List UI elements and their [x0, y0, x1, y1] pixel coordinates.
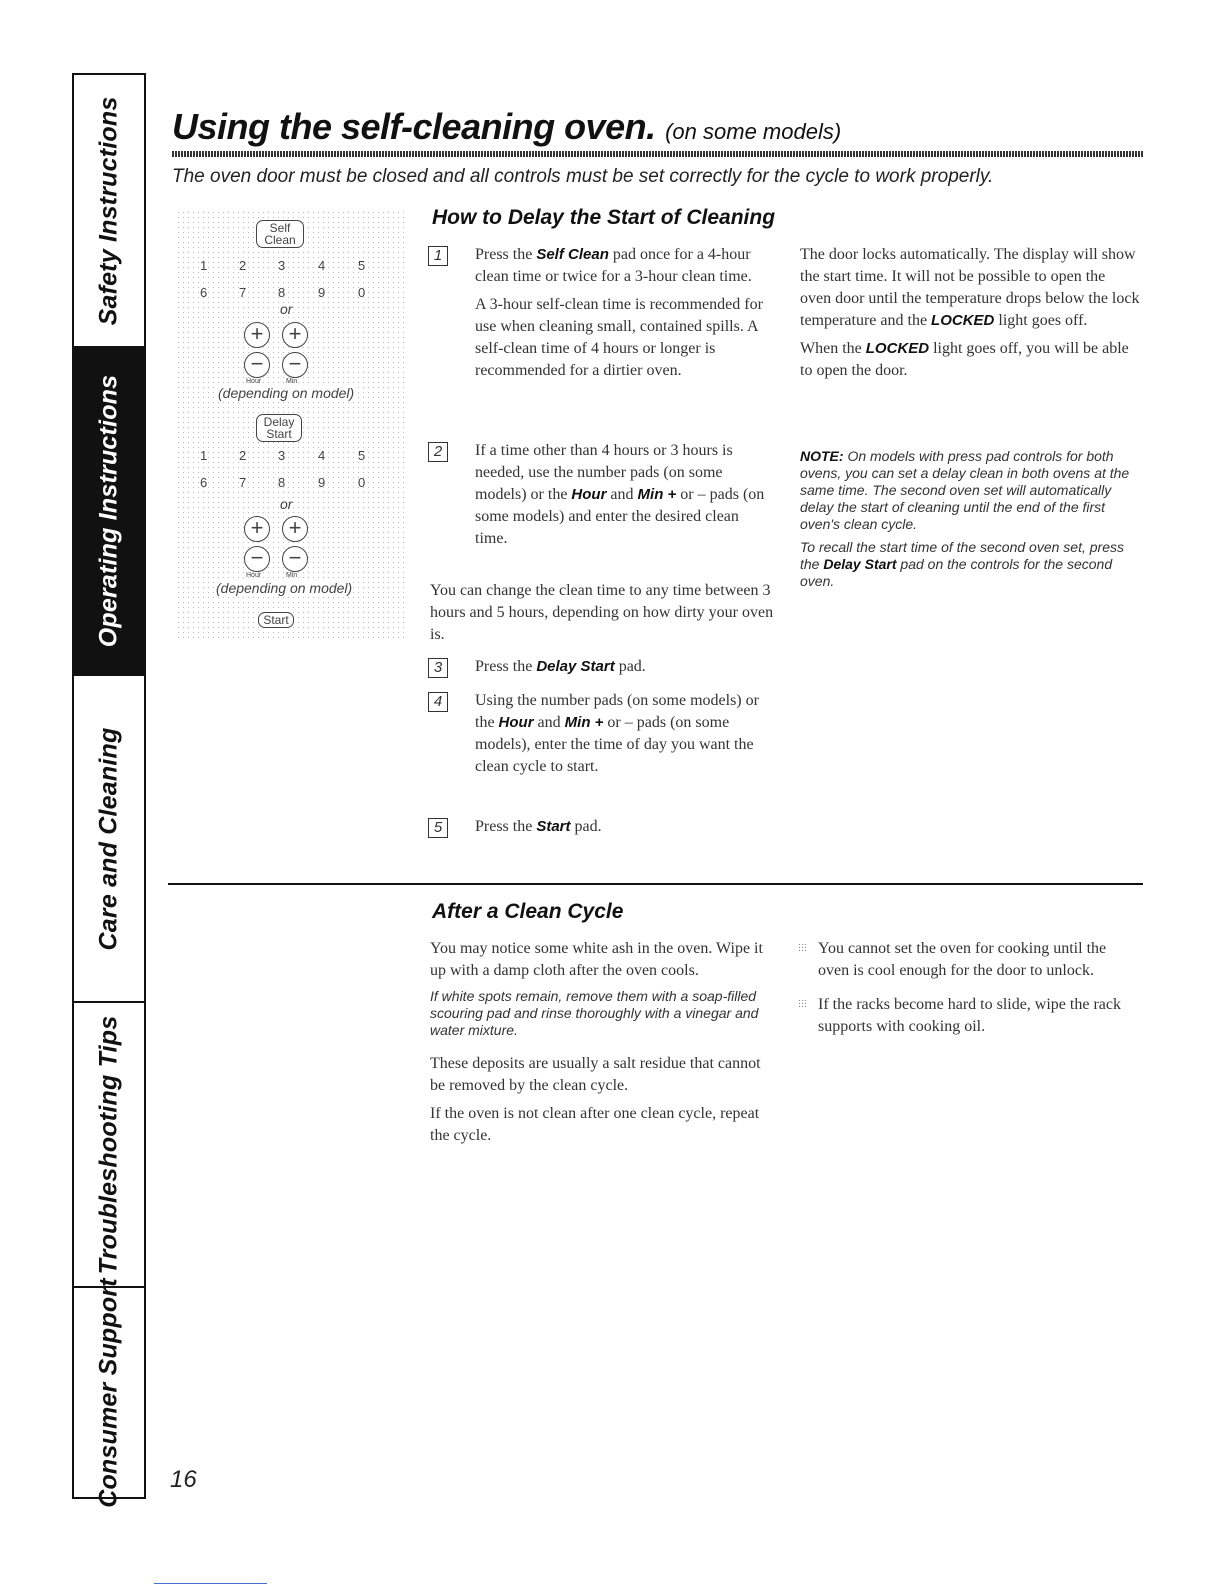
step-number: 2	[428, 442, 448, 462]
section-divider	[168, 883, 1143, 885]
plus-icon: +	[282, 322, 308, 348]
self-clean-term: Self Clean	[536, 246, 609, 263]
plus-icon: +	[244, 516, 270, 542]
step-text: and	[533, 714, 565, 731]
step-text: and	[606, 486, 638, 503]
start-term: Start	[536, 818, 571, 835]
paragraph-text: You may notice some white ash in the oven. Wipe it up with a damp cloth after the oven cools.	[430, 940, 763, 979]
number-key: 8	[278, 475, 286, 490]
plus-icon: +	[282, 516, 308, 542]
title-divider	[172, 151, 1144, 157]
number-key: 3	[278, 258, 286, 273]
hour-label: Hour	[246, 572, 262, 579]
delay-start-key: Delay Start	[256, 414, 302, 442]
note-text: To recall the start time of the second oven set, press the	[800, 539, 1124, 572]
paragraph-text: If the oven is not clean after one clean cycle, repeat the cycle.	[430, 1105, 760, 1144]
door-lock-paragraph	[800, 244, 1140, 332]
step-text: pad once for a 4-hour clean time or twice for a 3-hour clean time.	[475, 246, 752, 285]
paragraph-text: light goes off.	[994, 312, 1088, 329]
step-text: pad.	[570, 818, 602, 835]
delay-start-term: Delay Start	[823, 556, 897, 572]
after-clean-bullets	[818, 938, 1133, 1038]
keypad-caption: (depending on model)	[218, 385, 355, 401]
or-label: or	[280, 301, 293, 317]
step-5	[428, 816, 773, 838]
locked-term: LOCKED	[865, 340, 930, 357]
number-key: 2	[239, 448, 247, 463]
delay-start-keypad-diagram	[176, 410, 404, 640]
min-term: Min +	[564, 714, 604, 731]
step-text: Press the	[475, 818, 537, 835]
note-label: NOTE:	[800, 448, 844, 464]
number-key: 0	[358, 475, 366, 490]
hour-term: Hour	[498, 714, 534, 731]
step-note: A 3-hour self-clean time is recommended for use when cleaning small, contained spills. A self-clean time of 4 hours or longer is recommended for a dirtier oven.	[475, 296, 763, 379]
number-key: 9	[318, 475, 326, 490]
step-text: If a time other than 4 hours or 3 hours is needed, use the number pads (on some models) or the	[475, 442, 733, 503]
step-text: Using the number pads (on some models) or the	[475, 692, 759, 731]
list-item	[818, 994, 1133, 1038]
tab-label: Consumer Support	[94, 1277, 123, 1508]
step-text: or – pads (on some models), enter the time of day you want the clean cycle to start.	[475, 714, 754, 775]
locked-term: LOCKED	[931, 312, 995, 329]
min-label: Min	[286, 572, 298, 579]
tab-consumer-support[interactable]	[74, 1277, 144, 1508]
number-key: 3	[278, 448, 286, 463]
tab-troubleshooting-tips[interactable]	[74, 1003, 144, 1288]
self-clean-keypad-diagram	[176, 210, 404, 410]
bullet-icon	[798, 999, 808, 1009]
bullet-text: If the racks become hard to slide, wipe the rack supports with cooking oil.	[818, 996, 1121, 1035]
number-key: 5	[358, 258, 366, 273]
minus-icon: −	[244, 546, 270, 572]
tab-label: Operating Instructions	[94, 374, 123, 648]
paragraph-text: light goes off, you will be able to open the door.	[800, 340, 1129, 379]
page-number: 16	[170, 1466, 197, 1493]
step-number: 4	[428, 692, 448, 712]
step-text: Press the	[475, 658, 537, 675]
step-3	[428, 656, 773, 678]
bullet-text: You cannot set the oven for cooking until the oven is cool enough for the door to unlock.	[818, 940, 1107, 979]
number-key: 6	[200, 475, 208, 490]
title-text: Using the self-cleaning oven.	[172, 106, 656, 147]
tab-safety-instructions[interactable]	[74, 75, 144, 348]
number-key: 9	[318, 285, 326, 300]
right-column-text	[800, 244, 1140, 388]
step-number: 1	[428, 246, 448, 266]
step-text: pad.	[614, 658, 646, 675]
min-label: Min	[286, 378, 298, 385]
note-text: On models with press pad controls for both ovens, you can set a delay clean in both ovens at the same time. The second oven set will automatically delay the start of cleaning until the end of the first oven's clean cycle.	[800, 448, 1130, 532]
number-key: 7	[239, 475, 247, 490]
number-key: 5	[358, 448, 366, 463]
number-key: 7	[239, 285, 247, 300]
delay-heading: How to Delay the Start of Cleaning	[432, 206, 776, 229]
after-clean-heading: After a Clean Cycle	[432, 900, 624, 923]
start-key: Start	[258, 612, 294, 628]
paragraph-text: These deposits are usually a salt residue that cannot be removed by the clean cycle.	[430, 1055, 761, 1094]
self-clean-key: Self Clean	[256, 220, 304, 248]
minus-icon: −	[282, 546, 308, 572]
delay-start-term: Delay Start	[536, 658, 615, 675]
tab-label: Safety Instructions	[94, 96, 123, 325]
locked-light-paragraph	[800, 338, 1140, 382]
number-key: 1	[200, 448, 208, 463]
title-note: (on some models)	[665, 119, 842, 144]
note-text: pad on the controls for the second oven.	[800, 556, 1113, 589]
page-title	[172, 106, 841, 148]
step-text: or – pads (on some models) and enter the desired clean time.	[475, 486, 765, 547]
section-tab-bar	[72, 73, 146, 1508]
tab-operating-instructions[interactable]	[74, 348, 144, 676]
number-key: 6	[200, 285, 208, 300]
number-key: 4	[318, 258, 326, 273]
tab-label: Troubleshooting Tips	[94, 1015, 123, 1274]
step-2	[428, 440, 773, 550]
bullet-icon	[798, 943, 808, 953]
number-key: 1	[200, 258, 208, 273]
page-subtitle: The oven door must be closed and all controls must be set correctly for the cycle to work properly.	[172, 166, 994, 187]
step-4	[428, 690, 773, 778]
step-number: 5	[428, 818, 448, 838]
hour-label: Hour	[246, 378, 262, 385]
number-key: 2	[239, 258, 247, 273]
minus-icon: −	[244, 352, 270, 378]
step-1	[428, 244, 773, 382]
plus-icon: +	[244, 322, 270, 348]
minus-icon: −	[282, 352, 308, 378]
tab-care-and-cleaning[interactable]	[74, 676, 144, 1003]
keypad-caption: (depending on model)	[216, 580, 353, 596]
number-key: 0	[358, 285, 366, 300]
tab-label: Care and Cleaning	[94, 727, 123, 950]
change-clean-time-text: You can change the clean time to any time between 3 hours and 5 hours, depending on how dirty your oven is.	[430, 582, 774, 643]
note-block	[800, 448, 1140, 596]
step-text: Press the	[475, 246, 537, 263]
or-label: or	[280, 496, 293, 512]
paragraph-text: When the	[800, 340, 866, 357]
number-key: 4	[318, 448, 326, 463]
italic-tip: If white spots remain, remove them with a soap-filled scouring pad and rinse thoroughly with a vinegar and water mixture.	[430, 988, 759, 1038]
after-clean-left-text	[430, 938, 775, 1153]
paragraph-text: The door locks automatically. The display will show the start time. It will not be possible to open the oven door until the temperature drops below the lock temperature and the	[800, 246, 1140, 329]
min-term: Min +	[637, 486, 677, 503]
hour-term: Hour	[571, 486, 607, 503]
list-item	[818, 938, 1133, 982]
number-key: 8	[278, 285, 286, 300]
step-number: 3	[428, 658, 448, 678]
